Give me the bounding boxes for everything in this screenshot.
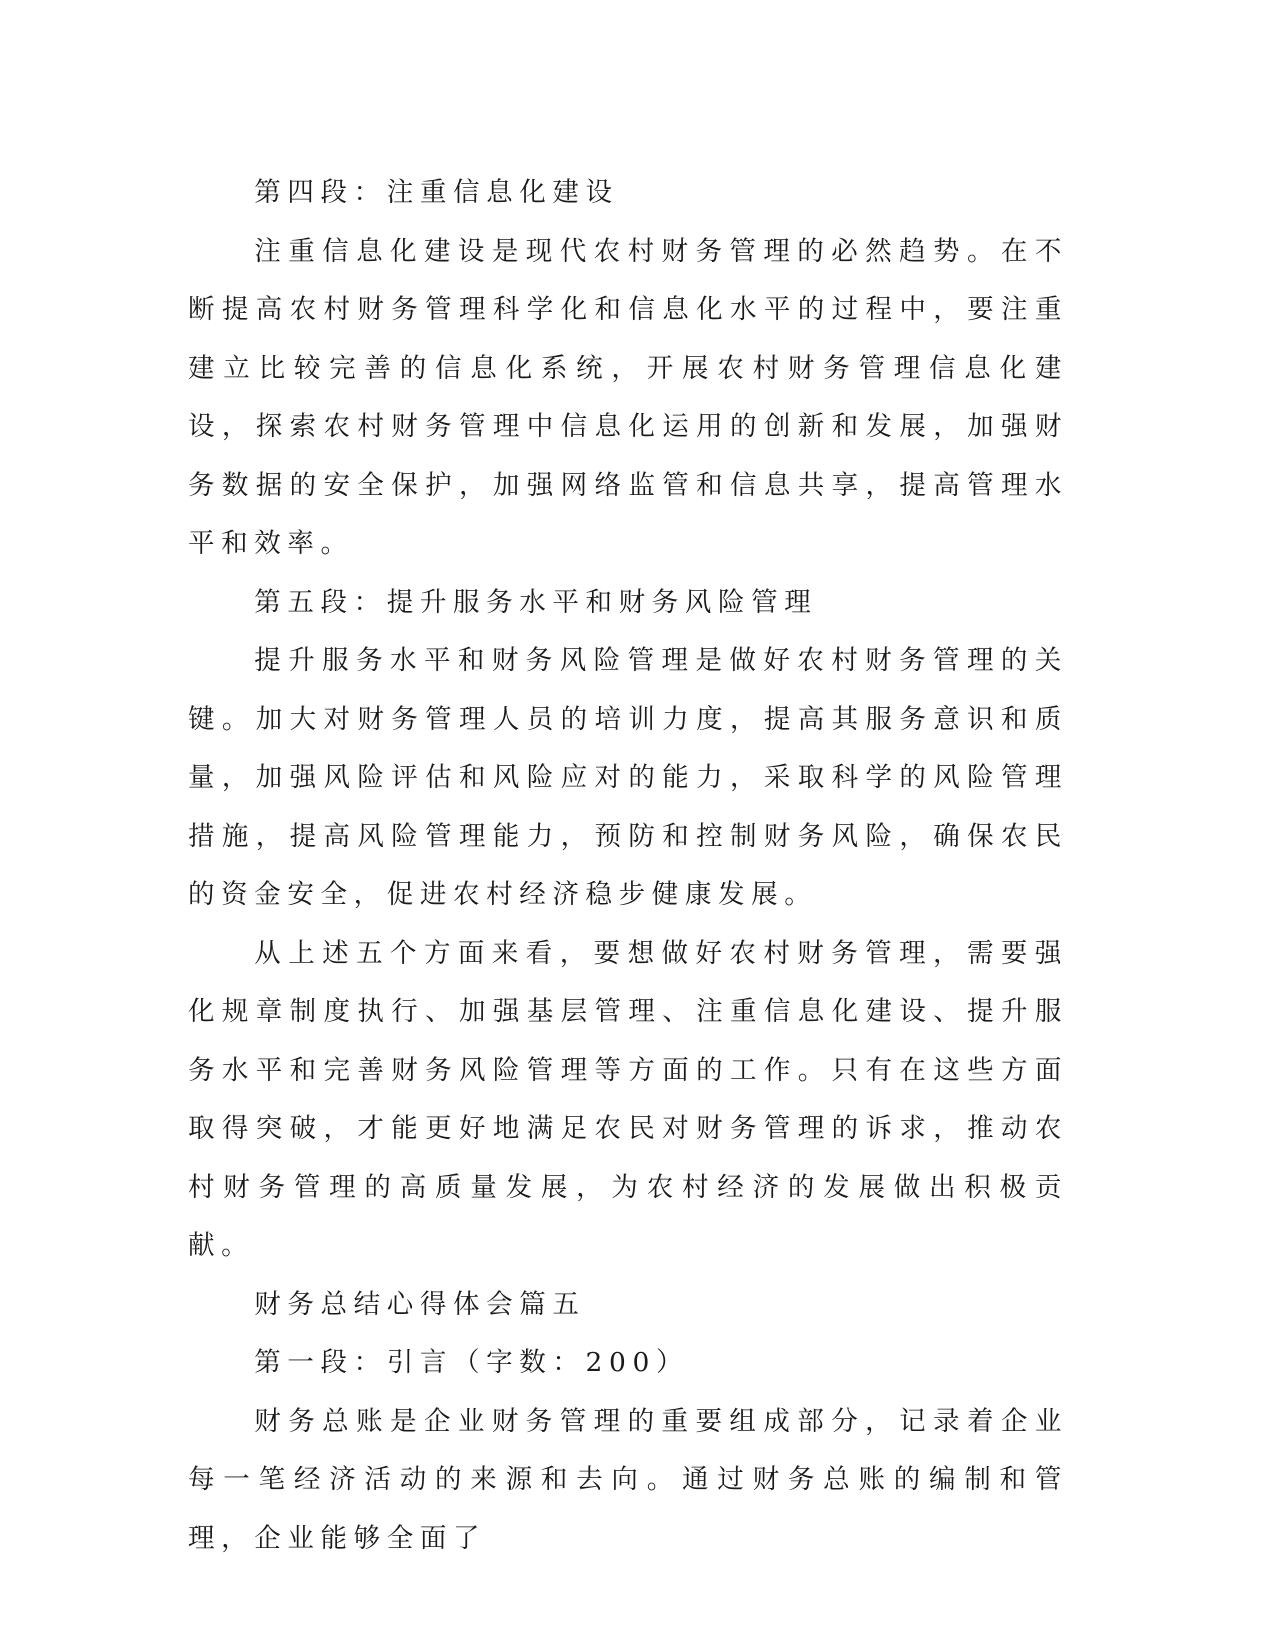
article-title: 财务总结心得体会篇五	[254, 1288, 586, 1320]
section-heading-4: 第四段：注重信息化建设	[254, 177, 619, 208]
section-heading-1: 第一段：引言（字数：200）	[254, 1347, 690, 1378]
document-body	[188, 164, 1068, 1568]
section-heading-5: 第五段：提升服务水平和财务风险管理	[254, 586, 818, 618]
body-paragraph: 从上述五个方面来看，要想做好农村财务管理，需要强化规章制度执行、加强基层管理、注重信息化建设、提升服务水平和完善财务风险管理等方面的工作。只有在这些方面取得突破，才能更好地满足农民对财务管理的诉求，推动农村财务管理的高质量发展，为农村经济的发展做出积极贡献。	[188, 937, 1068, 1261]
body-paragraph: 财务总账是企业财务管理的重要组成部分，记录着企业每一笔经济活动的来源和去向。通过财务总账的编制和管理，企业能够全面了	[188, 1405, 1068, 1554]
body-paragraph: 注重信息化建设是现代农村财务管理的必然趋势。在不断提高农村财务管理科学化和信息化水平的过程中，要注重建立比较完善的信息化系统，开展农村财务管理信息化建设，探索农村财务管理中信息化运用的创新和发展，加强财务数据的安全保护，加强网络监管和信息共享，提高管理水平和效率。	[188, 235, 1068, 559]
body-paragraph: 提升服务水平和财务风险管理是做好农村财务管理的关键。加大对财务管理人员的培训力度，提高其服务意识和质量，加强风险评估和风险应对的能力，采取科学的风险管理措施，提高风险管理能力，预防和控制财务风险，确保农民的资金安全，促进农村经济稳步健康发展。	[188, 645, 1068, 910]
